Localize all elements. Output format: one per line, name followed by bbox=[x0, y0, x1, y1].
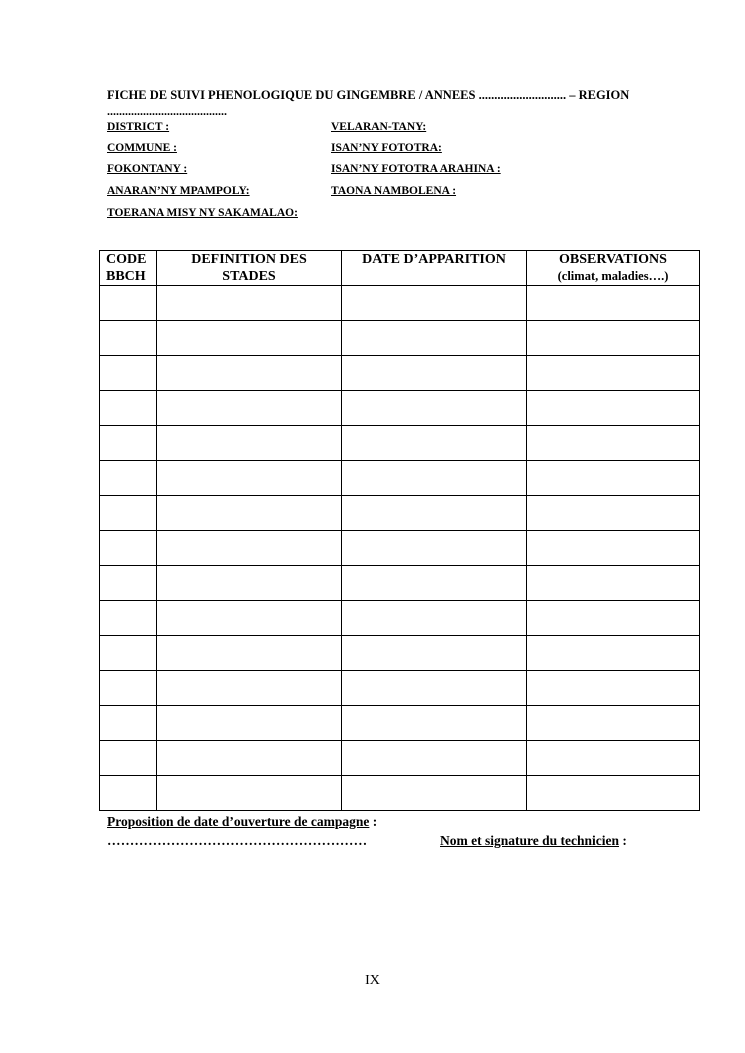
cell-code[interactable] bbox=[100, 601, 157, 636]
field-anaran-ny-mpampoly: ANARAN’NY MPAMPOLY: bbox=[107, 185, 250, 197]
title-line-2: ........................................ bbox=[107, 104, 227, 118]
field-isan-ny-fototra: ISAN’NY FOTOTRA: bbox=[331, 142, 442, 154]
table-row bbox=[100, 776, 700, 811]
table-row bbox=[100, 531, 700, 566]
table-row bbox=[100, 496, 700, 531]
column-header-observations-title: OBSERVATIONS bbox=[559, 252, 667, 267]
cell-date[interactable] bbox=[342, 356, 527, 391]
campaign-opening-label: Proposition de date d’ouverture de campagne bbox=[107, 814, 370, 829]
cell-code[interactable] bbox=[100, 356, 157, 391]
table-row bbox=[100, 706, 700, 741]
cell-date[interactable] bbox=[342, 286, 527, 321]
field-fokontany: FOKONTANY : bbox=[107, 163, 188, 175]
cell-code[interactable] bbox=[100, 321, 157, 356]
cell-observations[interactable] bbox=[527, 566, 700, 601]
table-row bbox=[100, 461, 700, 496]
cell-definition[interactable] bbox=[157, 741, 342, 776]
cell-definition[interactable] bbox=[157, 776, 342, 811]
cell-observations[interactable] bbox=[527, 741, 700, 776]
page-number: IX bbox=[365, 973, 380, 988]
cell-date[interactable] bbox=[342, 531, 527, 566]
column-header-date: DATE D’APPARITION bbox=[342, 251, 527, 286]
cell-observations[interactable] bbox=[527, 426, 700, 461]
phenology-table bbox=[99, 250, 700, 811]
cell-code[interactable] bbox=[100, 531, 157, 566]
cell-observations[interactable] bbox=[527, 776, 700, 811]
column-header-observations bbox=[527, 251, 700, 286]
cell-definition[interactable] bbox=[157, 391, 342, 426]
table-row bbox=[100, 671, 700, 706]
column-header-code-bbch bbox=[100, 251, 157, 286]
cell-date[interactable] bbox=[342, 706, 527, 741]
table-row bbox=[100, 601, 700, 636]
field-commune: COMMUNE : bbox=[107, 142, 177, 154]
column-header-observations-sub: (climat, maladies….) bbox=[557, 269, 669, 283]
table-row bbox=[100, 426, 700, 461]
cell-definition[interactable] bbox=[157, 566, 342, 601]
cell-date[interactable] bbox=[342, 496, 527, 531]
cell-observations[interactable] bbox=[527, 461, 700, 496]
cell-date[interactable] bbox=[342, 601, 527, 636]
technician-signature-label: Nom et signature du technicien bbox=[440, 833, 619, 848]
field-velaran-tany: VELARAN-TANY: bbox=[331, 121, 427, 133]
cell-definition[interactable] bbox=[157, 706, 342, 741]
cell-code[interactable] bbox=[100, 671, 157, 706]
cell-definition[interactable] bbox=[157, 356, 342, 391]
cell-code[interactable] bbox=[100, 391, 157, 426]
cell-code[interactable] bbox=[100, 706, 157, 741]
cell-definition[interactable] bbox=[157, 321, 342, 356]
cell-definition[interactable] bbox=[157, 636, 342, 671]
cell-observations[interactable] bbox=[527, 601, 700, 636]
technician-signature bbox=[440, 833, 627, 849]
field-toerana-misy: TOERANA MISY NY SAKAMALAO: bbox=[107, 207, 298, 219]
cell-date[interactable] bbox=[342, 461, 527, 496]
cell-date[interactable] bbox=[342, 636, 527, 671]
field-taona-nambolena: TAONA NAMBOLENA : bbox=[331, 185, 457, 197]
column-header-definition-line-1: DEFINITION DES bbox=[191, 252, 307, 267]
table-row bbox=[100, 356, 700, 391]
cell-observations[interactable] bbox=[527, 531, 700, 566]
cell-definition[interactable] bbox=[157, 601, 342, 636]
cell-code[interactable] bbox=[100, 286, 157, 321]
table-row bbox=[100, 286, 700, 321]
cell-code[interactable] bbox=[100, 426, 157, 461]
cell-date[interactable] bbox=[342, 671, 527, 706]
field-district: DISTRICT : bbox=[107, 121, 170, 133]
column-header-code-line-1: CODE bbox=[106, 252, 147, 267]
cell-definition[interactable] bbox=[157, 496, 342, 531]
table-row bbox=[100, 636, 700, 671]
cell-definition[interactable] bbox=[157, 531, 342, 566]
table-row bbox=[100, 741, 700, 776]
field-isan-ny-fototra-arahina: ISAN’NY FOTOTRA ARAHINA : bbox=[331, 163, 501, 175]
cell-observations[interactable] bbox=[527, 706, 700, 741]
cell-date[interactable] bbox=[342, 741, 527, 776]
table-header-row bbox=[100, 251, 700, 286]
cell-code[interactable] bbox=[100, 566, 157, 601]
cell-definition[interactable] bbox=[157, 426, 342, 461]
cell-code[interactable] bbox=[100, 776, 157, 811]
cell-definition[interactable] bbox=[157, 286, 342, 321]
table-row bbox=[100, 391, 700, 426]
technician-signature-colon: : bbox=[619, 833, 627, 848]
table-row bbox=[100, 566, 700, 601]
cell-observations[interactable] bbox=[527, 286, 700, 321]
cell-definition[interactable] bbox=[157, 671, 342, 706]
cell-code[interactable] bbox=[100, 496, 157, 531]
cell-date[interactable] bbox=[342, 321, 527, 356]
cell-observations[interactable] bbox=[527, 636, 700, 671]
cell-observations[interactable] bbox=[527, 391, 700, 426]
cell-date[interactable] bbox=[342, 566, 527, 601]
table-row bbox=[100, 321, 700, 356]
title-line-1: FICHE DE SUIVI PHENOLOGIQUE DU GINGEMBRE / ANNEES ............................ – REGION bbox=[107, 88, 630, 102]
column-header-code-line-2: BBCH bbox=[106, 269, 146, 284]
cell-observations[interactable] bbox=[527, 321, 700, 356]
column-header-definition bbox=[157, 251, 342, 286]
campaign-opening-proposal bbox=[107, 814, 377, 830]
cell-definition[interactable] bbox=[157, 461, 342, 496]
cell-date[interactable] bbox=[342, 776, 527, 811]
cell-date[interactable] bbox=[342, 391, 527, 426]
cell-date[interactable] bbox=[342, 426, 527, 461]
cell-code[interactable] bbox=[100, 461, 157, 496]
cell-observations[interactable] bbox=[527, 496, 700, 531]
campaign-opening-dotted-line[interactable]: ………………………………………………… bbox=[107, 833, 368, 848]
cell-code[interactable] bbox=[100, 741, 157, 776]
column-header-definition-line-2: STADES bbox=[222, 269, 276, 284]
cell-observations[interactable] bbox=[527, 671, 700, 706]
cell-observations[interactable] bbox=[527, 356, 700, 391]
campaign-opening-colon: : bbox=[369, 814, 378, 829]
cell-code[interactable] bbox=[100, 636, 157, 671]
